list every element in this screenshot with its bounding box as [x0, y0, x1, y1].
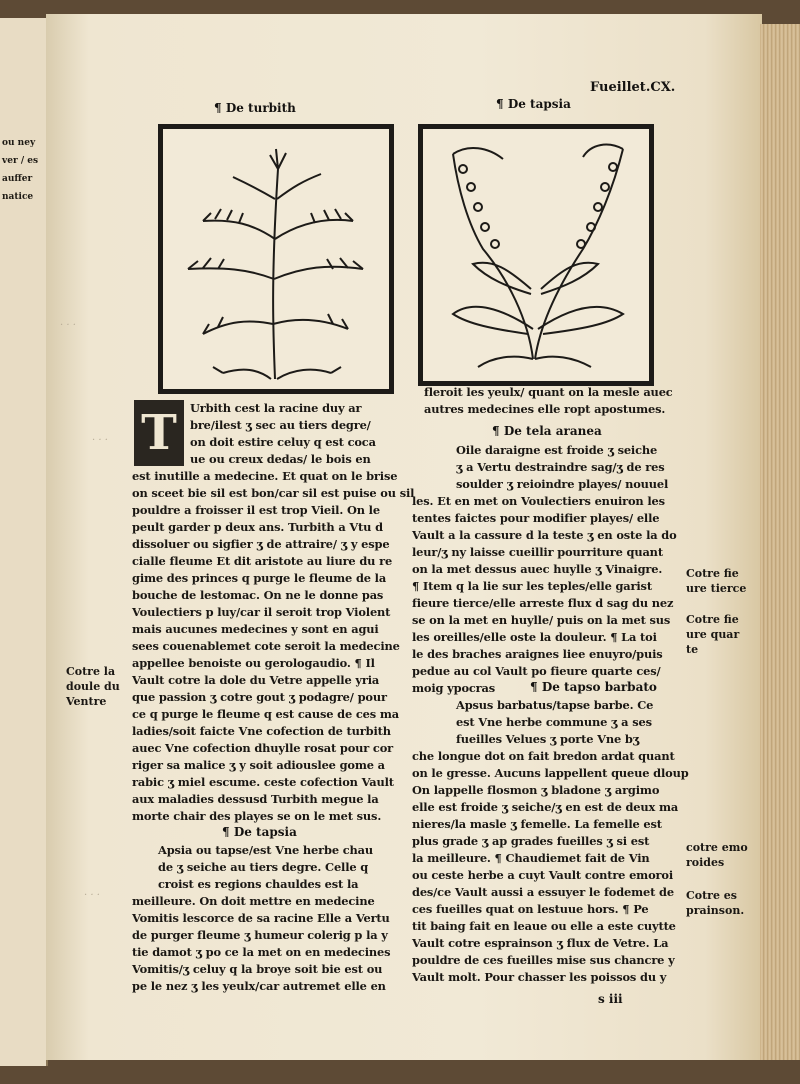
- text-line: ces fueilles quat on lestuue hors. ¶ Pe: [412, 902, 649, 916]
- text-line: rabic ʒ miel escume. ceste cofection Vault: [132, 775, 394, 789]
- text-line: pouldre a froisser il est trop Vieil. On le: [132, 503, 380, 517]
- text-line: on sceet bie sil est bon/car sil est puise ou sil: [132, 486, 415, 500]
- text-line: se on la met en huylle/ puis on la met sus: [412, 613, 671, 627]
- text-line: fueilles Velues ʒ porte Vne bʒ: [456, 732, 640, 746]
- text-line: ou ceste herbe a cuyt Vault contre emoroi: [412, 868, 674, 882]
- text-line: mais aucunes medecines y sont en agui: [132, 622, 379, 636]
- text-line: fieure tierce/elle arreste flux d sag du nez: [412, 596, 674, 610]
- heading-text: De tapsia: [507, 97, 571, 111]
- text-line: on le gresse. Aucuns lappellent queue dloup: [412, 766, 689, 780]
- text-line: Vault cotre la dole du Vetre appelle yria: [132, 673, 380, 687]
- margin-line: ure quar: [686, 628, 740, 641]
- text-line: ue ou creux dedas/ le bois en: [190, 452, 371, 466]
- text-line: ʒ a Vertu destraindre sag/ʒ de res: [456, 460, 665, 474]
- text-line: auec Vne cofection dhuylle rosat pour cor: [132, 741, 394, 755]
- text-line: appellee benoiste ou gerologaudio. ¶ Il: [132, 656, 375, 670]
- bleed-through-text: · · ·: [92, 435, 108, 446]
- woodcut-turbith-illustration: [158, 124, 394, 394]
- margin-line: Cotre la: [66, 665, 116, 678]
- text-line: moig ypocras: [412, 681, 496, 695]
- text-line: gime des princes q purge le fleume de la: [132, 571, 387, 585]
- margin-line: Cotre fie: [686, 567, 739, 580]
- text-line: croist es regions chauldes est la: [158, 877, 359, 891]
- text-line: les. Et en met on Voulectiers enuiron les: [412, 494, 665, 508]
- text-line: autres medecines elle ropt apostumes.: [424, 402, 666, 416]
- left-page-fragment: natice: [2, 192, 34, 202]
- text-line: on doit estire celuy q est coca: [190, 435, 376, 449]
- thistle-plant-drawing: [163, 129, 389, 389]
- pilcrow-icon: ¶: [496, 97, 504, 111]
- text-line: Vault molt. Pour chasser les poissos du y: [412, 970, 667, 984]
- left-page-fragment: ou ney: [2, 138, 36, 148]
- text-line: Voulectiers p luy/car il seroit trop Violent: [132, 605, 391, 619]
- heading-de-tela-aranea: [492, 424, 602, 438]
- text-line: Apsia ou tapse/est Vne herbe chau: [158, 843, 374, 857]
- text-line: pedue au col Vault po fieure quarte ces/: [412, 664, 661, 678]
- heading-text: De turbith: [225, 101, 296, 115]
- text-line: Vault a la cassure d la teste ʒ en oste la do: [412, 528, 677, 542]
- text-line: ladies/soit faicte Vne cofection de turbith: [132, 724, 391, 738]
- signature-mark: s iii: [598, 992, 623, 1006]
- text-line: est Vne herbe commune ʒ a ses: [456, 715, 652, 729]
- text-line: peult garder p deux ans. Turbith a Vtu d: [132, 520, 383, 534]
- margin-line: cotre emo: [686, 841, 748, 854]
- left-page-fragment: ver / es: [2, 156, 39, 166]
- text-line: On lappelle flosmon ʒ bladone ʒ argimo: [412, 783, 660, 797]
- text-line: tit baing fait en leaue ou elle a este cuytte: [412, 919, 676, 933]
- pilcrow-icon: ¶: [492, 424, 500, 438]
- bleed-through-text: · · ·: [84, 890, 100, 901]
- page-stack-edge: [760, 24, 800, 1060]
- text-line: pe le nez ʒ les yeulx/car autremet elle en: [132, 979, 386, 993]
- text-line: morte chair des playes se on le met sus.: [132, 809, 382, 823]
- text-line: nieres/la masle ʒ femelle. La femelle est: [412, 817, 662, 831]
- text-line: elle est froide ʒ seiche/ʒ en est de deux ma: [412, 800, 679, 814]
- text-line: leur/ʒ ny laisse cueillir pourriture quant: [412, 545, 663, 559]
- text-line: plus grade ʒ ap grades fueilles ʒ si est: [412, 834, 650, 848]
- text-line: des/ce Vault aussi a essuyer le fodemet de: [412, 885, 674, 899]
- text-line: tie damot ʒ po ce la met on en medecines: [132, 945, 391, 959]
- text-line: dissoluer ou sigfier ʒ de attraire/ ʒ y espe: [132, 537, 390, 551]
- bleed-through-text: · · ·: [60, 320, 76, 331]
- heading-de-tapsia-2: [222, 825, 297, 839]
- text-line: Apsus barbatus/tapse barbe. Ce: [456, 698, 654, 712]
- text-line: tentes faictes pour modifier playes/ elle: [412, 511, 660, 525]
- text-line: la meilleure. ¶ Chaudiemet fait de Vin: [412, 851, 650, 865]
- text-line: meilleure. On doit mettre en medecine: [132, 894, 375, 908]
- pilcrow-icon: ¶: [214, 101, 222, 115]
- margin-line: Ventre: [66, 695, 107, 708]
- text-line: le des braches araignes liee enuyro/puis: [412, 647, 663, 661]
- pilcrow-icon: ¶: [222, 825, 230, 839]
- text-line: on la met dessus auec huylle ʒ Vinaigre.: [412, 562, 663, 576]
- margin-line: doule du: [66, 680, 120, 693]
- mullein-plant-drawing: [423, 129, 649, 381]
- text-line: Vault cotre esprainson ʒ flux de Vetre. La: [412, 936, 669, 950]
- text-line: soulder ʒ reioindre playes/ nouuel: [456, 477, 669, 491]
- pilcrow-icon: ¶: [530, 680, 538, 694]
- margin-line: prainson.: [686, 904, 745, 917]
- text-line: fleroit les yeulx/ quant on la mesle auec: [424, 385, 673, 399]
- text-line: Oile daraigne est froide ʒ seiche: [456, 443, 658, 457]
- text-line: bouche de lestomac. On ne le donne pas: [132, 588, 384, 602]
- text-line: bre/ilest ʒ sec au tiers degre/: [190, 418, 371, 432]
- text-line: ce q purge le fleume q est cause de ces ma: [132, 707, 399, 721]
- margin-line: roides: [686, 856, 725, 869]
- heading-text: De tapso barbato: [541, 680, 657, 694]
- heading-text: De tapsia: [233, 825, 297, 839]
- text-line: Vomitis lescorce de sa racine Elle a Vertu: [132, 911, 390, 925]
- heading-de-tapso-barbato: [530, 680, 657, 694]
- text-line: sees couenablemet cote seroit la medecine: [132, 639, 400, 653]
- text-line: aux maladies dessusd Turbith megue la: [132, 792, 379, 806]
- text-line: Vomitis/ʒ celuy q la broye soit bie est ou: [132, 962, 383, 976]
- text-line: les oreilles/elle oste la douleur. ¶ La toi: [412, 630, 657, 644]
- text-line: de purger fleume ʒ humeur colerig p la y: [132, 928, 388, 942]
- woodcut-tapsia-illustration: [418, 124, 654, 386]
- folio-number: Fueillet.CX.: [590, 80, 676, 95]
- text-line: de ʒ seiche au tiers degre. Celle q: [158, 860, 369, 874]
- text-line: ¶ Item q la lie sur les teples/elle garist: [412, 579, 652, 593]
- heading-de-tapsia: [496, 97, 571, 111]
- text-line: Urbith cest la racine duy ar: [190, 401, 362, 415]
- text-line: riger sa malice ʒ y soit adiouslee gome a: [132, 758, 385, 772]
- text-line: pouldre de ces fueilles mise sus chancre y: [412, 953, 675, 967]
- margin-line: te: [686, 643, 699, 656]
- left-page-fragment: auffer: [2, 174, 33, 184]
- text-line: est inutille a medecine. Et quat on le brise: [132, 469, 398, 483]
- text-line: cialle fleume Et dit aristote au liure du re: [132, 554, 393, 568]
- margin-line: ure tierce: [686, 582, 747, 595]
- previous-page-edge: [0, 18, 48, 1066]
- text-line: que passion ʒ cotre gout ʒ podagre/ pour: [132, 690, 387, 704]
- margin-line: Cotre es: [686, 889, 737, 902]
- heading-de-turbith: [214, 101, 296, 115]
- text-line: che longue dot on fait bredon ardat quant: [412, 749, 675, 763]
- margin-line: Cotre fie: [686, 613, 739, 626]
- heading-text: De tela aranea: [503, 424, 602, 438]
- decorated-dropcap: T: [134, 400, 184, 466]
